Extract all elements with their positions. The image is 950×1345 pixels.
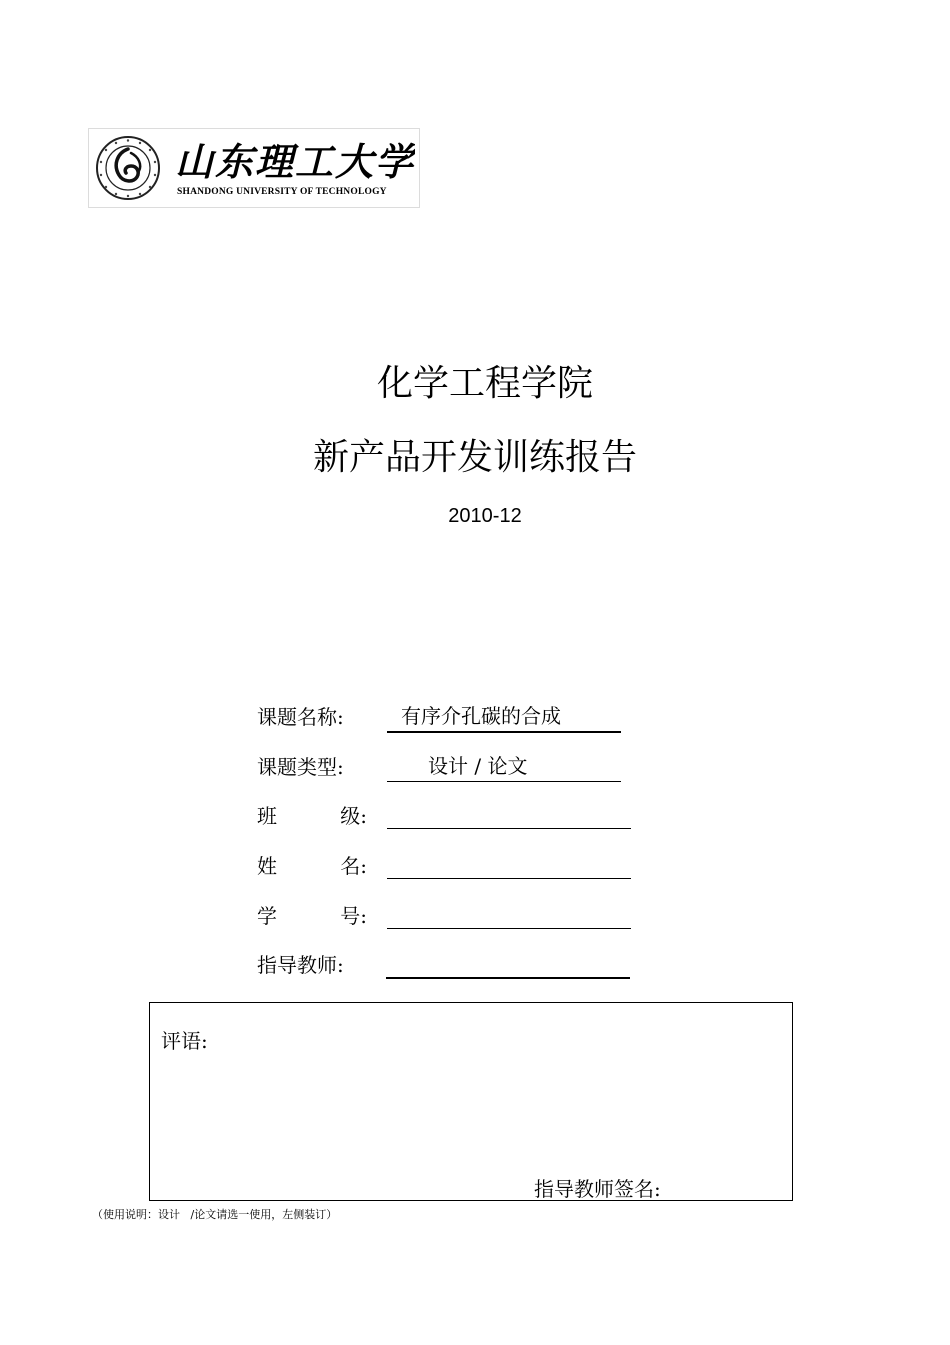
name-label <box>257 852 367 880</box>
student-id-line <box>387 900 631 929</box>
university-name-calligraphy <box>175 137 415 185</box>
name-label-part2: 名: <box>340 854 367 878</box>
usage-footnote: （使用说明：设计 /论文请选一使用，左侧装订） <box>92 1208 338 1221</box>
advisor-signature-label: 指导教师签名: <box>534 1177 661 1201</box>
advisor-label: 指导教师: <box>257 953 344 977</box>
class-label-part2: 级: <box>340 804 367 828</box>
university-logo <box>88 128 420 208</box>
university-name-english: SHANDONG UNIVERSITY OF TECHNOLOGY <box>177 187 387 197</box>
comment-label: 评语: <box>161 1029 208 1053</box>
class-label <box>257 802 367 830</box>
student-id-label-part2: 号: <box>340 904 367 928</box>
report-date: 2010-12 <box>448 505 522 527</box>
topic-type-label: 课题类型: <box>257 755 344 779</box>
name-line <box>387 850 631 879</box>
svg-text:山东理工大学: 山东理工大学 <box>175 139 415 184</box>
comment-box <box>149 1002 793 1201</box>
name-label-part1: 姓 <box>257 854 277 878</box>
student-id-label <box>257 902 367 930</box>
student-id-label-part1: 学 <box>257 904 277 928</box>
report-title: 新产品开发训练报告 <box>312 437 637 478</box>
topic-name-value: 有序介孔碳的合成 <box>401 704 561 728</box>
university-seal-icon <box>95 135 161 201</box>
class-label-part1: 班 <box>257 804 277 828</box>
class-line <box>387 800 631 829</box>
topic-name-label: 课题名称: <box>257 705 344 729</box>
topic-type-value: 设计 / 论文 <box>428 754 528 778</box>
college-title: 化学工程学院 <box>376 363 593 404</box>
advisor-line <box>386 949 630 979</box>
